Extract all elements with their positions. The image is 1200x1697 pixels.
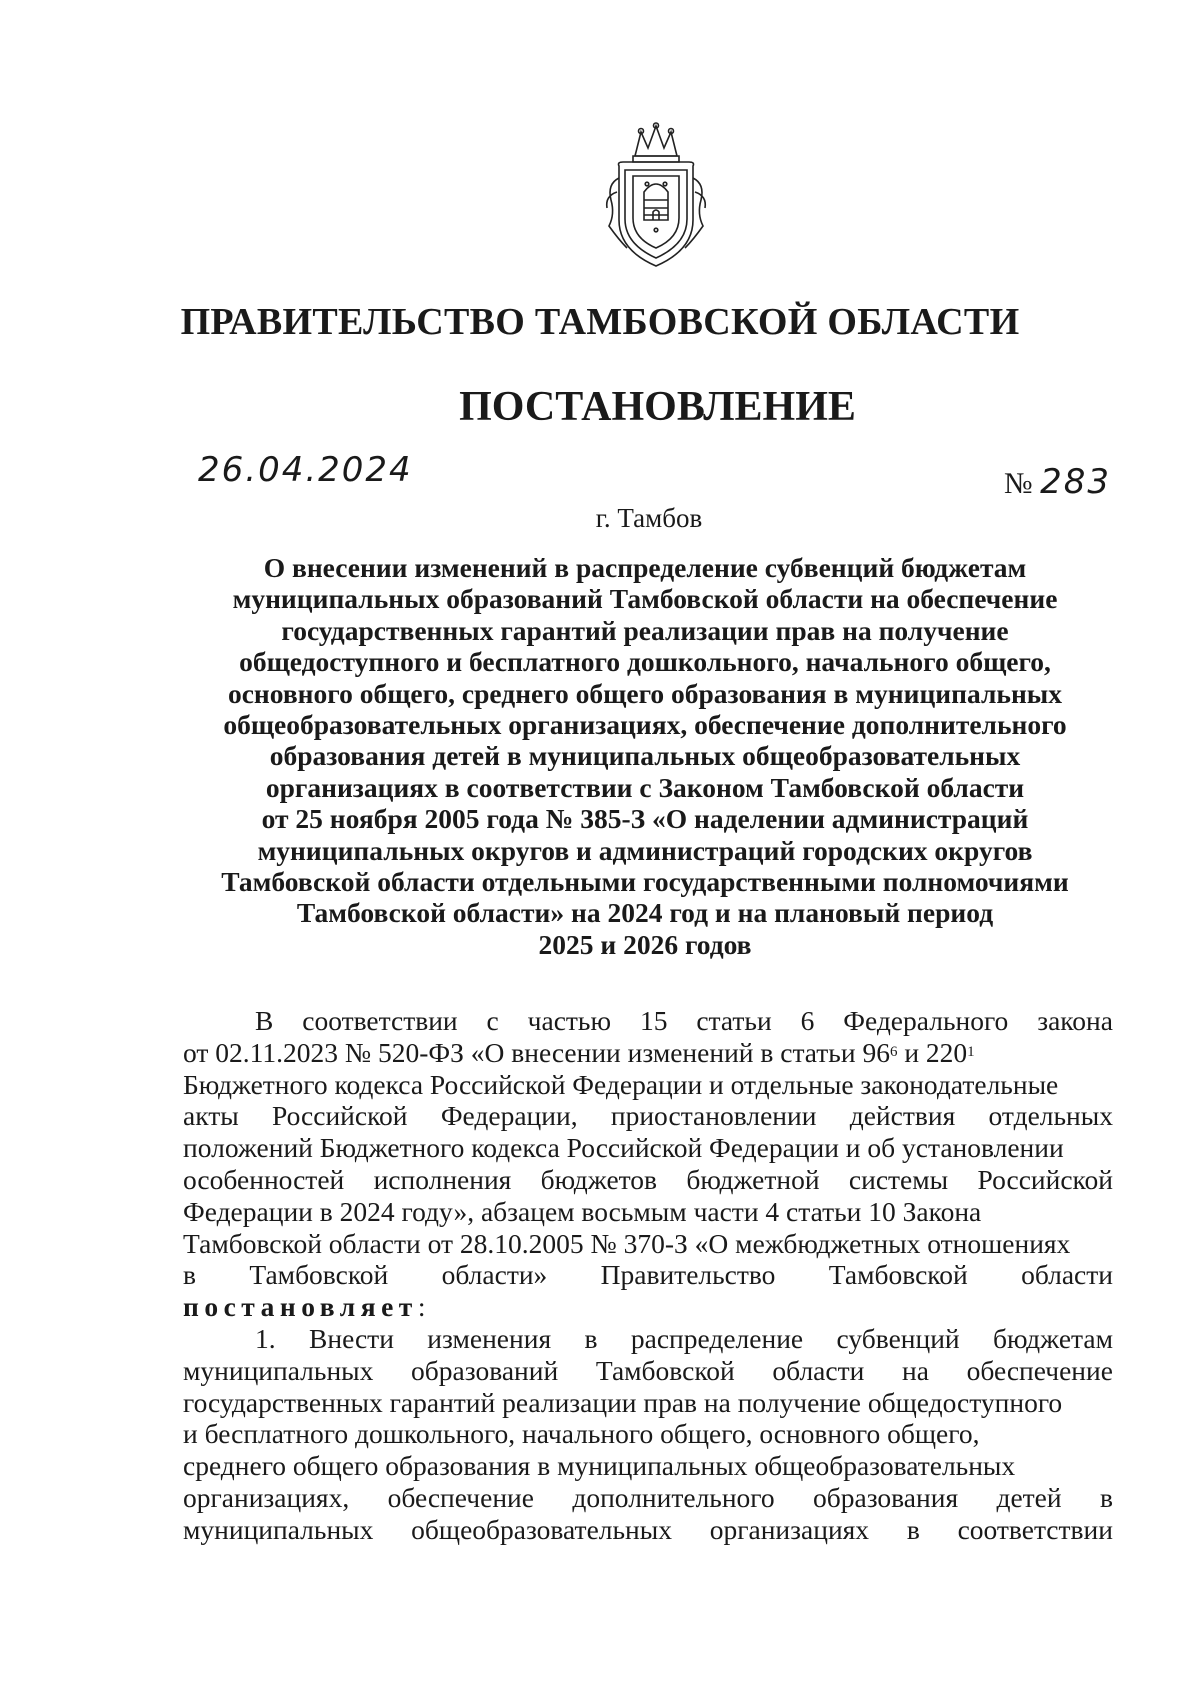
word: изменения xyxy=(427,1322,552,1354)
word: 6 xyxy=(800,1005,815,1036)
subject-line: О внесении изменений в распределение субвенций бюджетам xyxy=(263,552,1027,583)
document-type-title: ПОСТАНОВЛЕНИЕ xyxy=(459,384,856,430)
word: особенностей xyxy=(183,1163,345,1195)
word: системы xyxy=(848,1163,949,1195)
subject-line: Тамбовской области отдельными государственными полномочиями xyxy=(221,866,1069,898)
body-line xyxy=(183,1482,1113,1514)
word: муниципальных xyxy=(183,1354,374,1386)
superscript: 6 xyxy=(889,1043,898,1060)
body-line: государственных гарантий реализации прав на получение общедоступного xyxy=(183,1386,1063,1418)
word: Федерального xyxy=(843,1005,1009,1036)
word: Тамбовской xyxy=(249,1259,389,1291)
subject-line: организациях в соответствии с Законом Тамбовской области xyxy=(265,771,1025,803)
word: бюджетов xyxy=(540,1163,658,1195)
subject-line: муниципальных округов и администраций городских округов xyxy=(257,834,1033,866)
superscript: 1 xyxy=(967,1043,975,1060)
decree-word: постановляет xyxy=(183,1291,418,1323)
document-body xyxy=(183,1005,1113,1546)
word: распределение xyxy=(630,1322,804,1354)
handwritten-date: 26.04.2024 xyxy=(198,450,413,490)
word: организациях, xyxy=(183,1481,350,1513)
word: в xyxy=(584,1322,598,1354)
subject-line: основного общего, среднего общего образования в муниципальных xyxy=(227,677,1063,709)
body-line: и бесплатного дошкольного, начального общего, основного общего, xyxy=(183,1418,980,1450)
organization-title: ПРАВИТЕЛЬСТВО ТАМБОВСКОЙ ОБЛАСТИ xyxy=(180,301,1020,343)
document-subject xyxy=(180,552,1110,960)
subject-line: общеобразовательных организациях, обеспечение дополнительного xyxy=(223,709,1067,741)
word: закона xyxy=(1037,1005,1113,1036)
word: Российской xyxy=(977,1163,1113,1195)
word: Тамбовской xyxy=(595,1354,735,1386)
word: бюджетной xyxy=(686,1163,820,1195)
word: Тамбовской xyxy=(828,1259,968,1291)
subject-line: Тамбовской области» на 2024 год и на плановый период xyxy=(296,897,994,929)
word: Российской xyxy=(272,1100,408,1132)
tambov-coat-of-arms-emblem xyxy=(597,122,715,272)
body-line: положений Бюджетного кодекса Российской Федерации и об установлении xyxy=(183,1132,1064,1164)
word: 15 xyxy=(639,1005,668,1036)
word: образований xyxy=(411,1354,559,1386)
subject-line: государственных гарантий реализации прав на получение xyxy=(281,614,1009,646)
word: частью xyxy=(527,1005,612,1036)
word: области xyxy=(1021,1259,1113,1291)
word: отдельных xyxy=(988,1100,1113,1132)
word: образования xyxy=(813,1481,959,1513)
subject-line: муниципальных образований Тамбовской области на обеспечение xyxy=(232,583,1058,615)
city-line: г. Тамбов xyxy=(595,503,703,533)
word: исполнения xyxy=(373,1163,512,1195)
body-line: Федерации в 2024 году», абзацем восьмым части 4 статьи 10 Закона xyxy=(183,1195,982,1227)
word: Федерации, xyxy=(440,1100,578,1132)
word: в xyxy=(906,1513,920,1545)
word: акты xyxy=(183,1100,239,1132)
word: на xyxy=(901,1354,929,1386)
word: Внести xyxy=(309,1322,394,1354)
body-line: Бюджетного кодекса Российской Федерации и отдельные законодательные xyxy=(183,1068,1059,1100)
word: муниципальных xyxy=(183,1513,374,1545)
body-line xyxy=(183,1259,1113,1291)
word: организациях xyxy=(709,1513,870,1545)
word: В xyxy=(255,1005,274,1036)
word: общеобразовательных xyxy=(411,1513,672,1545)
line-text: и 220 xyxy=(897,1036,968,1068)
word: в xyxy=(1099,1481,1113,1513)
word: субвенций xyxy=(836,1322,960,1354)
word: области xyxy=(772,1354,865,1386)
word: 1. xyxy=(255,1322,276,1354)
word: действия xyxy=(849,1100,956,1132)
subject-line: общедоступного и бесплатного дошкольного, начального общего, xyxy=(239,646,1051,678)
body-line xyxy=(183,1100,1113,1132)
word: Правительство xyxy=(600,1259,776,1291)
word: статьи xyxy=(696,1005,772,1036)
handwritten-number: 283 xyxy=(1040,462,1112,502)
word: приостановлении xyxy=(610,1100,817,1132)
word: соответствии xyxy=(302,1005,458,1036)
body-line: Тамбовской области от 28.10.2005 № 370-З «О межбюджетных отношениях xyxy=(183,1227,1071,1259)
subject-line: от 25 ноября 2005 года № 385-З «О наделении администраций xyxy=(261,803,1029,835)
body-line: среднего общего образования в муниципальных общеобразовательных xyxy=(183,1450,1016,1482)
word: области» xyxy=(441,1259,548,1291)
subject-line: 2025 и 2026 годов xyxy=(538,928,752,960)
line-text: от 02.11.2023 № 520-ФЗ «О внесении изменений в статьи 96 xyxy=(183,1036,890,1068)
body-line xyxy=(183,1164,1113,1196)
word: обеспечение xyxy=(966,1354,1113,1386)
body-line xyxy=(183,1291,1113,1323)
word: бюджетам xyxy=(993,1322,1113,1354)
word: с xyxy=(486,1005,499,1036)
body-line xyxy=(183,1514,1113,1546)
word: в xyxy=(183,1259,196,1291)
word: дополнительного xyxy=(572,1481,775,1513)
body-line xyxy=(183,1323,1113,1355)
number-sign: № xyxy=(1004,467,1033,500)
decree-colon: : xyxy=(417,1291,426,1323)
body-line xyxy=(183,1355,1113,1387)
subject-line: образования детей в муниципальных общеобразовательных xyxy=(269,740,1021,772)
document-number xyxy=(1004,462,1111,502)
word: детей xyxy=(996,1481,1062,1513)
word: обеспечение xyxy=(387,1481,534,1513)
body-line xyxy=(183,1037,1113,1069)
word: соответствии xyxy=(957,1513,1113,1545)
body-line xyxy=(183,1005,1113,1037)
